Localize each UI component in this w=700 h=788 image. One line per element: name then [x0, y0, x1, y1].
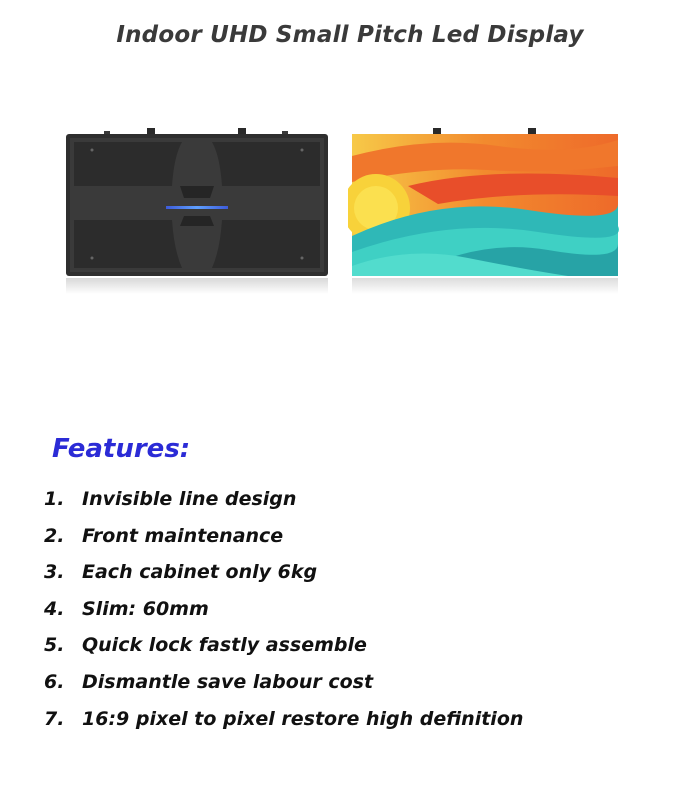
feature-text: Front maintenance — [82, 524, 284, 547]
feature-number: 6. — [44, 670, 65, 693]
feature-item — [44, 630, 523, 667]
feature-number: 4. — [44, 597, 65, 620]
feature-text: Slim: 60mm — [82, 597, 209, 620]
feature-item — [44, 594, 523, 631]
feature-text: Dismantle save labour cost — [82, 670, 374, 693]
feature-text: Quick lock fastly assemble — [82, 634, 367, 657]
feature-item — [44, 704, 523, 741]
feature-item — [44, 484, 523, 521]
cabinet-back-image — [62, 126, 332, 296]
features-heading: Features: — [52, 434, 191, 464]
feature-text: Invisible line design — [82, 488, 297, 510]
feature-item — [44, 557, 523, 594]
feature-text: 16:9 pixel to pixel restore high definition — [82, 707, 524, 730]
feature-item — [44, 521, 523, 558]
cabinet-front-image — [348, 126, 623, 296]
feature-text: Each cabinet only 6kg — [82, 561, 318, 584]
feature-item — [44, 667, 523, 704]
feature-list — [44, 484, 523, 740]
feature-number: 2. — [44, 524, 65, 547]
page-title: Indoor UHD Small Pitch Led Display — [116, 22, 584, 48]
feature-number: 1. — [44, 488, 65, 510]
feature-number: 3. — [44, 561, 65, 584]
feature-number: 7. — [44, 707, 65, 730]
feature-number: 5. — [44, 634, 65, 657]
